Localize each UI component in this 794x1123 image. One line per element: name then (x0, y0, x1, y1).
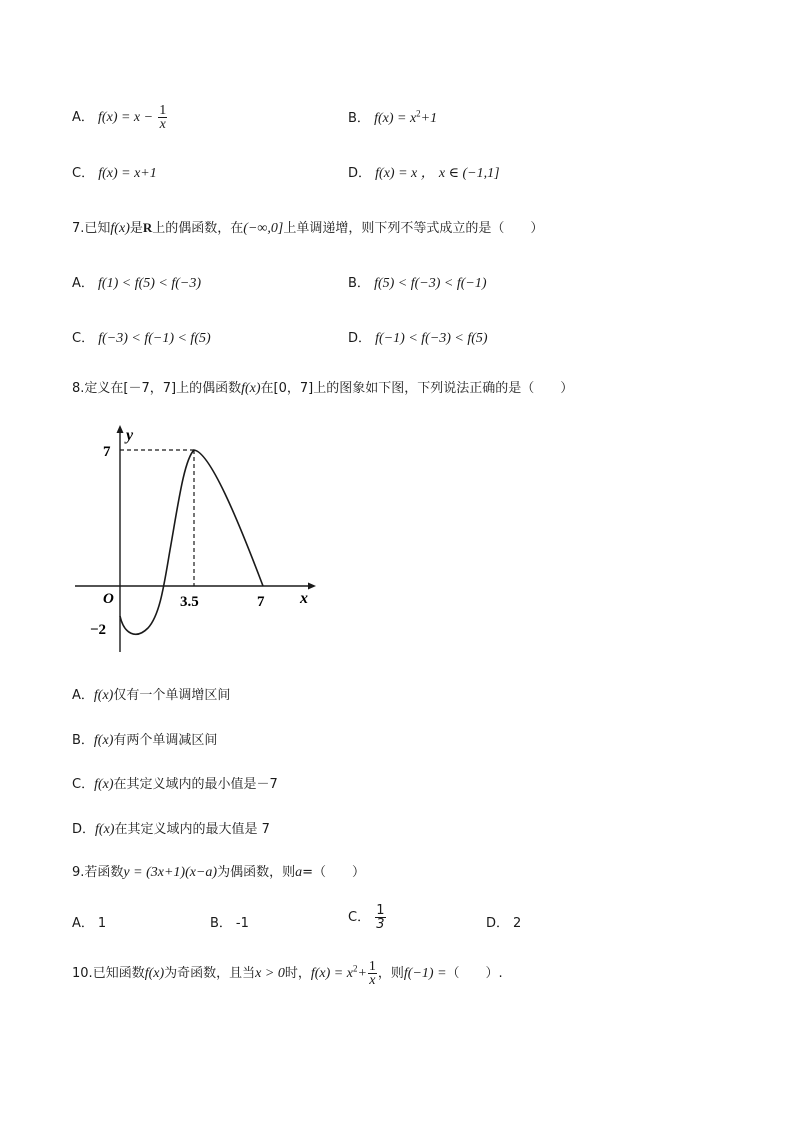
q9-option-d (486, 912, 521, 931)
q8-option-c (72, 773, 278, 793)
option-label: D． (72, 822, 96, 837)
option-label: A． (72, 110, 94, 125)
q9-option-c (348, 904, 387, 931)
numerator: 1 (159, 103, 167, 118)
q8-option-a (72, 684, 230, 704)
stem-ask: f(−1) = (403, 966, 447, 981)
q6-option-b (348, 107, 437, 127)
denominator: x (159, 117, 166, 132)
fraction (368, 960, 377, 987)
q7-option-b (348, 272, 487, 292)
option-expr: f(x) = x (374, 111, 417, 126)
stem-set-R: R (142, 220, 153, 235)
option-label: D． (348, 331, 372, 346)
q8-option-d (72, 818, 270, 838)
stem-text: （ ）. (446, 966, 503, 981)
stem-text: 在[0，7]上的图象如下图，下列说法正确的是（ ） (260, 381, 574, 396)
origin-label: O (103, 591, 114, 607)
option-value: 1 (97, 916, 107, 931)
option-label: B． (72, 733, 94, 748)
option-expr: f(−1) < f(−3) < f(5) (375, 331, 488, 346)
q7-option-c (72, 327, 211, 347)
q9-option-a (72, 912, 106, 931)
fraction (375, 904, 385, 931)
option-expr: f(x) = x − (98, 110, 154, 125)
stem-text: 时， (284, 966, 311, 981)
option-math: f(x) (93, 733, 114, 748)
option-label: A． (72, 276, 94, 291)
exponent: 2 (352, 963, 358, 974)
option-expr: f(x) = x+1 (98, 166, 157, 181)
stem-text: 已知函数 (92, 966, 145, 981)
stem-condition: x > 0 (255, 966, 285, 981)
stem-interval: (−∞,0] (243, 221, 284, 236)
option-label: B． (348, 111, 370, 126)
exponent: 2 (416, 108, 421, 119)
q6-option-d (348, 162, 500, 182)
option-label: C． (72, 331, 95, 346)
option-value: -1 (235, 916, 249, 931)
option-math: f(x) (94, 777, 114, 792)
numerator: 1 (368, 959, 376, 974)
y-axis-arrow (117, 425, 124, 433)
option-label: C． (72, 777, 95, 792)
stem-math: f(x) (144, 966, 165, 981)
stem-math: f(x) (110, 221, 130, 236)
denominator: 3 (376, 917, 385, 932)
tick-y-top: 7 (103, 444, 111, 460)
stem-math: y = (3x+1)(x−a) (123, 865, 218, 880)
option-expr-tail: +1 (420, 111, 438, 126)
q9-stem (72, 861, 365, 881)
option-math: f(x) (93, 688, 114, 703)
option-expr: f(−3) < f(−1) < f(5) (98, 331, 211, 346)
option-label: A． (72, 688, 94, 703)
option-value: 2 (513, 916, 522, 931)
stem-text: ，则 (377, 966, 404, 981)
option-label: B． (210, 916, 232, 931)
option-expr: f(5) < f(−3) < f(−1) (374, 276, 487, 291)
fraction (158, 104, 167, 131)
stem-var: a (295, 865, 303, 880)
q7-option-a (72, 272, 201, 292)
x-axis-arrow (308, 583, 316, 590)
q10-stem (72, 960, 503, 987)
option-text: 在其定义域内的最大值是 7 (114, 822, 270, 837)
y-axis-label: y (126, 427, 134, 444)
question-number: 10. (72, 966, 93, 981)
option-domain: x ∈ (−1,1] (438, 166, 500, 181)
question-number: 8. (72, 381, 85, 396)
q7-stem (72, 217, 543, 237)
tick-y-bottom: −2 (90, 622, 107, 638)
stem-text: =（ ） (302, 865, 365, 880)
q6-option-a (72, 104, 168, 131)
stem-definition: f(x) = x (310, 966, 353, 981)
option-text: 有两个单调减区间 (113, 733, 218, 748)
option-text: 仅有一个单调增区间 (113, 688, 231, 703)
question-number: 7. (72, 221, 85, 236)
option-label: D． (348, 166, 372, 181)
stem-text: 为偶函数，则 (217, 865, 296, 880)
question-number: 9. (72, 865, 85, 880)
numerator: 1 (376, 903, 385, 918)
stem-text: 是 (129, 221, 143, 236)
q8-option-b (72, 729, 217, 749)
q8-stem (72, 377, 573, 397)
stem-text: 上单调递增，则下列不等式成立的是（ ） (283, 221, 544, 236)
denominator: x (369, 973, 376, 988)
option-expr: f(x) = x ， (375, 166, 435, 181)
function-graph (60, 420, 330, 660)
stem-math: f(x) (241, 381, 261, 396)
option-expr: f(1) < f(5) < f(−3) (98, 276, 202, 291)
option-label: A． (72, 916, 94, 931)
stem-text: 定义在[－7，7]上的偶函数 (84, 381, 242, 396)
plus-sign: + (357, 966, 367, 981)
stem-text: 已知 (84, 221, 111, 236)
q7-option-d (348, 327, 488, 347)
option-label: C． (72, 166, 95, 181)
option-text: 在其定义域内的最小值是－7 (113, 777, 278, 792)
q6-option-c (72, 162, 157, 182)
option-label: D． (486, 916, 510, 931)
tick-x-mid: 3.5 (180, 594, 199, 610)
q9-option-b (210, 912, 249, 931)
stem-text: 若函数 (84, 865, 124, 880)
x-axis-label: x (300, 590, 308, 607)
option-label: C． (348, 910, 371, 925)
stem-text: 上的偶函数，在 (152, 221, 244, 236)
stem-text: 为奇函数，且当 (164, 966, 256, 981)
option-label: B． (348, 276, 370, 291)
option-math: f(x) (95, 822, 115, 837)
tick-x-end: 7 (257, 594, 265, 610)
